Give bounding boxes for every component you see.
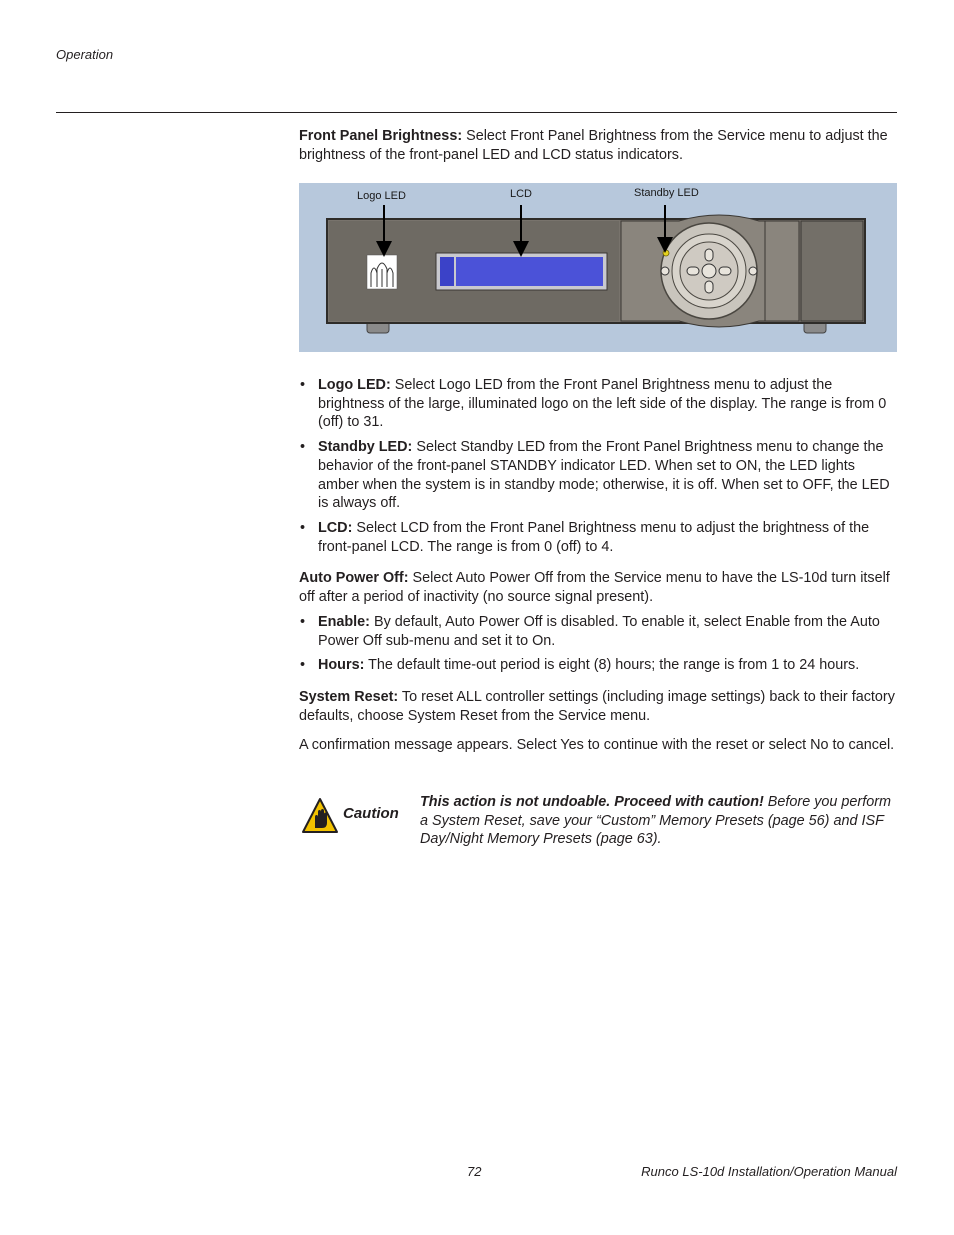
dial-up-button (705, 249, 713, 261)
lcd-screen (456, 257, 603, 286)
caution-bold-text: This action is not undoable. Proceed with caution! (420, 794, 764, 810)
front-panel-brightness-heading: Front Panel Brightness: (299, 128, 463, 144)
dial-left-button (687, 267, 699, 275)
confirmation-text: A confirmation message appears. Select Yes to continue with the reset or select No to cancel. (299, 737, 895, 753)
auto-power-off-heading: Auto Power Off: (299, 570, 409, 586)
bullet-hours: • Hours: The default time-out period is eight (8) hours; the range is from 1 to 24 hours. (300, 657, 860, 674)
running-header: Operation (56, 47, 114, 62)
dial-right-button (719, 267, 731, 275)
dial-center-button (702, 264, 716, 278)
front-panel-brightness-text: Select Front Panel Brightness from the Service menu to adjust the brightness of the front-panel LED and LCD status indicators. (299, 128, 888, 163)
logo-led-label: Logo LED (357, 190, 406, 202)
bullet-heading: Standby LED: (318, 439, 413, 456)
bullet-heading: Hours: (318, 657, 365, 674)
header-rule (56, 112, 897, 113)
caution-body-text: Before you perform a System Reset, save your “Custom” Memory Presets (page 56) and ISF Day/Night Memory Presets (page 63). (420, 794, 891, 848)
auto-power-off-text: Select Auto Power Off from the Service menu to have the LS-10d turn itself off after a period of inactivity (no source signal present). (299, 570, 890, 605)
bullet-heading: Logo LED: (318, 377, 391, 393)
system-reset-text: To reset ALL controller settings (including image settings) back to their factory defaults, choose System Reset from the Service menu. (299, 689, 895, 724)
confirmation-paragraph (299, 736, 897, 755)
caution-label: Caution (343, 805, 399, 822)
auto-power-bullet-list (299, 613, 897, 675)
bullet-standby-led: • Standby LED: Select Standby LED from the Front Panel Brightness menu to change the behavior of the front-panel STANDBY indicator LED. When set to ON, the LED lights amber when the system is in standby mode; otherwise, it is off. When set to OFF, the LED is always off. (300, 439, 890, 512)
footer-title: Runco LS-10d Installation/Operation Manual (641, 1164, 897, 1179)
page-number: 72 (467, 1164, 482, 1179)
standby-led-label: Standby LED (634, 187, 699, 199)
bullet-heading: Enable: (318, 614, 370, 630)
bullet-text: The default time-out period is eight (8) hours; the range is from 1 to 24 hours. (364, 657, 860, 674)
bullet-text: By default, Auto Power Off is disabled. To enable it, select Enable from the Auto Power Off sub-menu and set it to On. (318, 614, 880, 649)
caution-note (420, 793, 896, 849)
lcd-label: LCD (510, 188, 533, 200)
standby-led (663, 250, 669, 256)
bullet-text: Select LCD from the Front Panel Brightness menu to adjust the brightness of the front-panel LCD. The range is from 0 (off) to 4. (318, 519, 870, 555)
bullet-text: Select Logo LED from the Front Panel Brightness menu to adjust the brightness of the large, illuminated logo on the left side of the display. The range is from 0 (off) to 31. (318, 377, 887, 431)
chassis-right-panel (801, 221, 863, 321)
dial-down-button (705, 281, 713, 293)
bullet-enable: • Enable: By default, Auto Power Off is disabled. To enable it, select Enable from the Auto Power Off sub-menu and set it to On. (300, 614, 880, 649)
front-panel-illustration (299, 183, 897, 352)
lcd-side-strip (440, 257, 454, 286)
front-panel-bullet-list (299, 376, 897, 556)
bullet-logo-led: • Logo LED: Select Logo LED from the Front Panel Brightness menu to adjust the brightness of the large, illuminated logo on the left side of the display. The range is from 0 (off) to 31. (300, 377, 887, 431)
front-panel-brightness-paragraph (299, 127, 897, 164)
system-reset-heading: System Reset: (299, 689, 399, 705)
bullet-lcd: • LCD: Select LCD from the Front Panel Brightness menu to adjust the brightness of the front-panel LCD. The range is from 0 (off) to 4. (300, 519, 870, 555)
bullet-text: Select Standby LED from the Front Panel Brightness menu to change the behavior of the front-panel STANDBY indicator LED. When set to ON, the LED lights amber when the system is in standby mode; otherwise, it is off. When set to OFF, the LED is always off. (318, 439, 890, 512)
system-reset-paragraph (299, 688, 897, 725)
auto-power-off-paragraph (299, 569, 897, 606)
bullet-heading: LCD: (318, 519, 353, 536)
front-panel-figure (299, 183, 897, 352)
caution-icon (301, 797, 339, 835)
